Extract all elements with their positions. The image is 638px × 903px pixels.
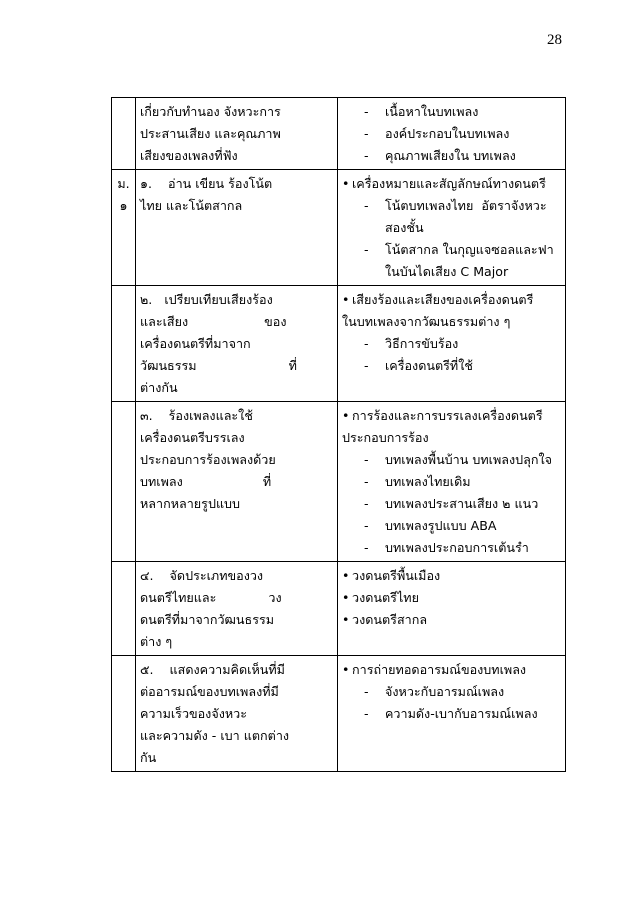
indicator-line: เสียงของเพลงที่ฟัง [140, 148, 238, 163]
sub-item: - บทเพลงประกอบการเต้นรำ [364, 537, 561, 559]
content-text: วงดนตรีไทย [352, 590, 419, 605]
content-text: การถ่ายทอดอารมณ์ของบทเพลง [352, 662, 527, 677]
content-list [342, 173, 598, 283]
content-item [342, 659, 561, 725]
content-text: วงดนตรีสากล [352, 612, 428, 627]
grade-level-cell: ม. ๑ [112, 170, 136, 286]
indicator-line: ๑. อ่าน เขียน ร้องโน้ต [140, 176, 273, 191]
sub-item: - เครื่องดนตรีที่ใช้ [364, 355, 561, 377]
indicator-line: และเสียง ของ [140, 314, 287, 329]
table-row [112, 98, 566, 170]
indicator-line: เครื่องดนตรีบรรเลง [140, 430, 245, 445]
indicator-line: ต่ออารมณ์ของบทเพลงที่มี [140, 684, 279, 699]
bullet-icon: • [342, 292, 350, 307]
core-content-cell [338, 98, 566, 170]
sub-item: - บทเพลงประสานเสียง ๒ แนว [364, 493, 561, 515]
sub-item: - บทเพลงพื้นบ้าน บทเพลงปลุกใจ [364, 449, 561, 471]
content-text: เสียงร้องและเสียงของเครื่องดนตรี ในบทเพลงจากวัฒนธรรมต่าง ๆ [342, 292, 590, 329]
sub-list [342, 449, 561, 559]
indicator-line: หลากหลายรูปแบบ [140, 496, 241, 511]
indicator-line: ดนตรีไทยและ วง [140, 590, 282, 605]
core-content-cell [338, 656, 566, 772]
content-list [342, 659, 561, 725]
sub-list [342, 681, 561, 725]
indicator-line: วัฒนธรรม ที่ [140, 358, 297, 373]
indicator-line: ๕. แสดงความคิดเห็นที่มี [140, 662, 285, 677]
grade-level-cell [112, 656, 136, 772]
content-item [342, 173, 598, 283]
table-row [112, 170, 566, 286]
table-row [112, 286, 566, 402]
sub-item: - เนื้อหาในบทเพลง [364, 101, 561, 123]
curriculum-table-body [112, 98, 598, 772]
content-item [342, 405, 561, 559]
indicator-line: ดนตรีที่มาจากวัฒนธรรม [140, 612, 275, 627]
indicator-line: เครื่องดนตรีที่มาจาก [140, 336, 251, 351]
indicator-line: ๒. เปรียบเทียบเสียงร้อง [140, 292, 273, 307]
indicator-line: กัน [140, 750, 157, 765]
core-content-cell [338, 286, 590, 402]
grade-level-cell [112, 562, 136, 656]
indicator-line: ประสานเสียง และคุณภาพ [140, 126, 281, 141]
table-row [112, 402, 566, 562]
bullet-icon: • [342, 662, 350, 677]
indicator-line: ประกอบการร้องเพลงด้วย [140, 452, 276, 467]
content-item [342, 101, 561, 167]
content-list [342, 405, 561, 559]
curriculum-table [111, 97, 598, 772]
indicator-line: ๓. ร้องเพลงและใช้ [140, 408, 253, 423]
sub-item: - บทเพลงไทยเดิม [364, 471, 561, 493]
sub-item: - คุณภาพเสียงใน บทเพลง [364, 145, 561, 167]
content-text: เครื่องหมายและสัญลักษณ์ทางดนตรี [352, 176, 546, 191]
table-row [112, 562, 566, 656]
sub-item: - โน้ตบทเพลงไทย อัตราจังหวะสองชั้น [364, 195, 561, 239]
indicator-line: ต่าง ๆ [140, 634, 173, 649]
indicator-cell [136, 402, 338, 562]
grade-level-cell [112, 98, 136, 170]
core-content-cell [338, 562, 566, 656]
sub-item: - วิธีการขับร้อง [364, 333, 561, 355]
content-item [342, 289, 590, 377]
indicator-line: เกี่ยวกับทำนอง จังหวะการ [140, 104, 281, 119]
bullet-icon: • [342, 590, 350, 605]
content-list [342, 289, 590, 377]
content-item [342, 587, 561, 609]
indicator-line: และความดัง - เบา แตกต่าง [140, 728, 290, 743]
indicator-cell [136, 170, 338, 286]
content-list [342, 101, 561, 167]
sub-list [342, 101, 561, 167]
table-row [112, 656, 566, 772]
indicator-line: ความเร็วของจังหวะ [140, 706, 247, 721]
sub-item: - บทเพลงรูปแบบ ABA [364, 515, 561, 537]
sub-item: - จังหวะกับอารมณ์เพลง [364, 681, 561, 703]
content-list [342, 565, 561, 631]
indicator-cell [136, 286, 338, 402]
sub-item: - โน้ตสากล ในกุญแจซอลและฟา ในบันไดเสียง C Major [364, 239, 561, 283]
content-item [342, 609, 561, 631]
indicator-line: ๔. จัดประเภทของวง [140, 568, 264, 583]
sub-item: - องค์ประกอบในบทเพลง [364, 123, 561, 145]
indicator-cell [136, 562, 338, 656]
sub-item: - ความดัง-เบากับอารมณ์เพลง [364, 703, 561, 725]
bullet-icon: • [342, 612, 350, 627]
core-content-cell [338, 170, 598, 286]
indicator-line: ไทย และโน้ตสากล [140, 198, 243, 213]
grade-level-cell [112, 286, 136, 402]
content-item [342, 565, 561, 587]
bullet-icon: • [342, 176, 350, 191]
indicator-line: ต่างกัน [140, 380, 178, 395]
page-number: 28 [547, 32, 562, 48]
bullet-icon: • [342, 408, 350, 423]
bullet-icon: • [342, 568, 350, 583]
sub-list [342, 195, 598, 283]
content-text: วงดนตรีพื้นเมือง [352, 568, 441, 583]
indicator-cell [136, 98, 338, 170]
content-text: การร้องและการบรรเลงเครื่องดนตรีประกอบการร้อง [342, 408, 543, 445]
grade-level-cell [112, 402, 136, 562]
indicator-line: บทเพลง ที่ [140, 474, 272, 489]
core-content-cell [338, 402, 566, 562]
sub-list [342, 333, 561, 377]
indicator-cell [136, 656, 338, 772]
